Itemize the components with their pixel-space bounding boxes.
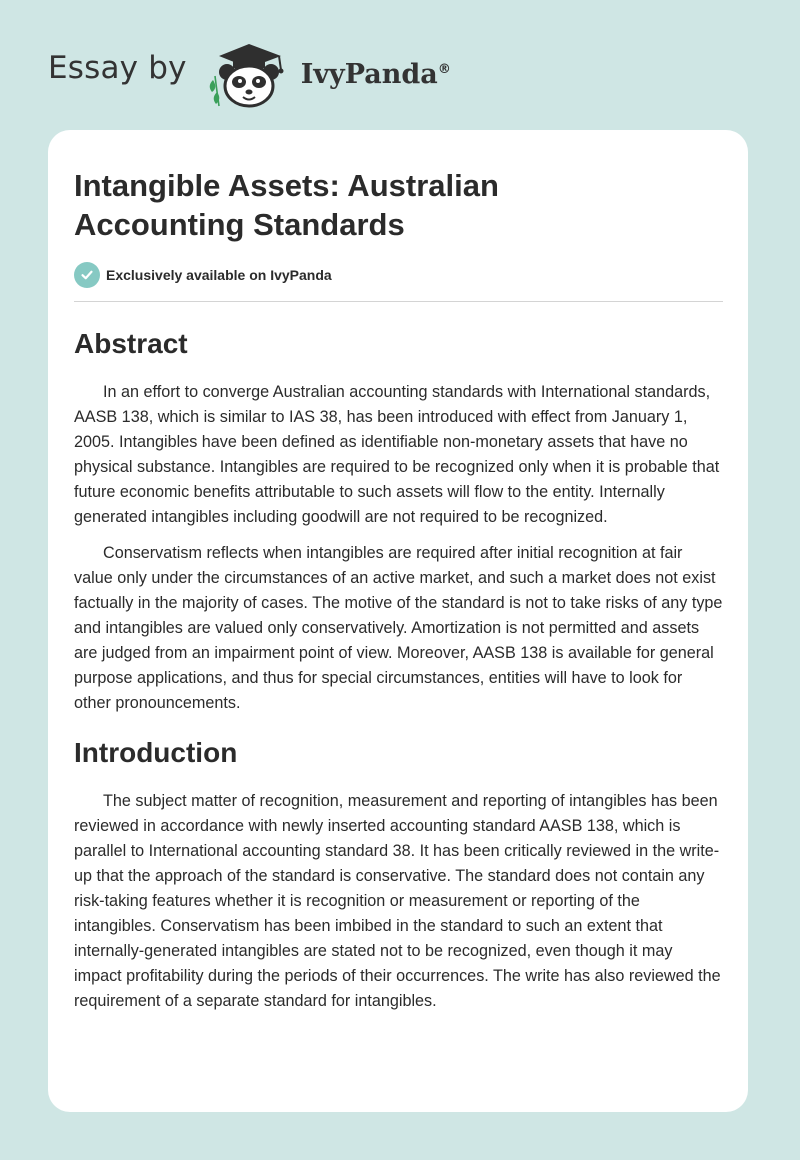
ivypanda-logo-icon[interactable] xyxy=(203,36,295,108)
registered-mark: ® xyxy=(437,61,451,77)
divider xyxy=(74,301,723,302)
section-heading-introduction: Introduction xyxy=(74,737,238,768)
page-title: Intangible Assets: Australian Accounting Standards xyxy=(74,168,499,242)
abstract-paragraph: Conservatism reflects when intangibles are required after initial recognition at fair value only under the circumstances of an active market, and such a market does not exist factually in the majority of cases. The motive of the standard is not to take risks of any type and intangibles are valued only conservatively. Amortization is not permitted and assets are judged from an impairment point of view. Moreover, AASB 138 is available for general purpose applications, and thus for special circumstances, entities will have to look for other pronouncements. xyxy=(74,544,723,712)
exclusive-badge xyxy=(74,262,723,288)
introduction-paragraph: The subject matter of recognition, measurement and reporting of intangibles has been reviewed in accordance with newly inserted accounting standard AASB 138, which is parallel to International accounting standard 38. It has been critically reviewed in the write-up that the approach of the standard is conservative. The standard does not contain any risk-taking features whether it is recognition or measurement or reporting of the intangibles. Conservatism has been imbibed in the standard to such an extent that internally-generated intangibles are stated not to be recognized, even though it may impact profitability during the periods of their occurrences. The write has also reviewed the requirement of a separate standard for intangibles. xyxy=(74,792,721,1010)
abstract-paragraph: In an effort to converge Australian accounting standards with International standards, AASB 138, which is similar to IAS 38, has been introduced with effect from January 1, 2005. Intangibles have been defined as identifiable non-monetary assets that have no physical substance. Intangibles are required to be recognized only when it is probable that future economic benefits attributable to such assets will flow to the entity. Internally generated intangibles including goodwill are not required to be recognized. xyxy=(74,383,720,526)
essay-card xyxy=(48,130,748,1112)
section-heading-abstract: Abstract xyxy=(74,328,188,359)
checkmark-icon xyxy=(74,262,100,288)
badge-text: Exclusively available on IvyPanda xyxy=(106,267,332,283)
brand-name xyxy=(301,59,451,90)
brand-name-text: IvyPanda xyxy=(300,58,438,90)
essay-by-label: Essay by xyxy=(48,50,187,86)
brand-header xyxy=(48,36,451,108)
